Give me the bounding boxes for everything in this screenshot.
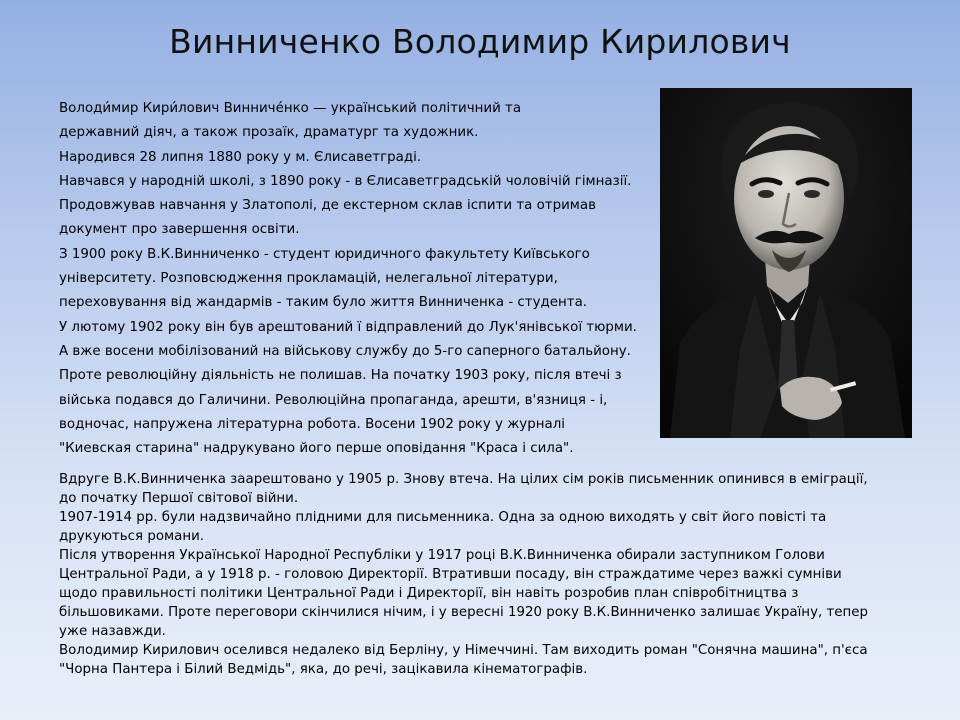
portrait-photo-icon <box>660 88 912 438</box>
paragraph-line: Центральної Ради, а у 1918 р. - головою Директорії. Втративши посаду, він страждатиме через важкі сумніви <box>59 567 842 582</box>
biography-text-top <box>59 97 659 461</box>
paragraph-line: державний діяч, а також прозаїк, драматург та художник. <box>59 125 479 141</box>
paragraph-line: щодо правильності політики Центральної Ради і Директорії, він навіть розробив план співробітництва з <box>59 586 799 601</box>
paragraph-line: З 1900 року В.К.Винниченко - студент юридичного факультету Київського <box>59 246 590 262</box>
paragraph-line: переховування від жандармів - таким було життя Винниченка - студента. <box>59 295 588 311</box>
paragraph-line: друкуються романи. <box>59 529 205 544</box>
paragraph-line: 1907-1914 рр. були надзвичайно плідними для письменника. Одна за одною виходять у світ його повісті та <box>59 510 827 525</box>
paragraph-line: Народився 28 липня 1880 року у м. Єлисаветграді. <box>59 149 422 165</box>
paragraph-line: Продовжував навчання у Златополі, де екстерном склав іспити та отримав <box>59 198 596 214</box>
paragraph-line: війська подався до Галичини. Революційна пропаганда, арешти, в'язниця - і, <box>59 392 608 408</box>
biography-text-bottom <box>59 470 939 679</box>
paragraph-line: документ про завершення освіти. <box>59 222 300 238</box>
paragraph-line: до початку Першої світової війни. <box>59 491 299 506</box>
paragraph-line: У лютому 1902 року він був арештований ї відправлений до Лук'янівської тюрми. <box>59 319 637 335</box>
paragraph-line: "Чорна Пантера і Білий Ведмідь", яка, до речі, зацікавила кінематографів. <box>59 662 588 677</box>
portrait-photo <box>660 88 912 438</box>
paragraph-line: Володимир Кирилович оселився недалеко від Берліну, у Німеччині. Там виходить роман "Сонячна машина", п'єса <box>59 643 868 658</box>
slide-title: Винниченко Володимир Кирилович <box>169 22 791 61</box>
paragraph-line: Вдруге В.К.Винниченка заарештовано у 1905 р. Знову втеча. На цілих сім років письменник опинився в еміграції, <box>59 472 868 487</box>
paragraph-line: Проте революційну діяльність не полишав. На початку 1903 року, після втечі з <box>59 368 622 384</box>
paragraph-line: університету. Розповсюдження прокламацій, нелегальної літератури, <box>59 271 558 287</box>
paragraph-line: Навчався у народній школі, з 1890 року - в Єлисаветградській чоловічій гімназії. <box>59 173 632 189</box>
paragraph-line: Після утворення Української Народної Республіки у 1917 році В.К.Винниченка обирали заступником Голови <box>59 548 825 563</box>
paragraph-line: А вже восени мобілізований на військову службу до 5-го саперного батальйону. <box>59 343 631 359</box>
paragraph-line: "Киевская старина" надрукувано його перше оповідання "Краса і сила". <box>59 441 574 457</box>
paragraph-line: Володи́мир Кири́лович Винниче́нко — український політичний та <box>59 101 522 116</box>
paragraph-line: більшовиками. Проте переговори скінчилися нічим, і у вересні 1920 року В.К.Винниченко залишає Україну, тепер <box>59 605 869 620</box>
paragraph-line: водночас, напружена літературна робота. Восени 1902 року у журналі <box>59 416 565 432</box>
paragraph-line: уже назавжди. <box>59 624 166 639</box>
